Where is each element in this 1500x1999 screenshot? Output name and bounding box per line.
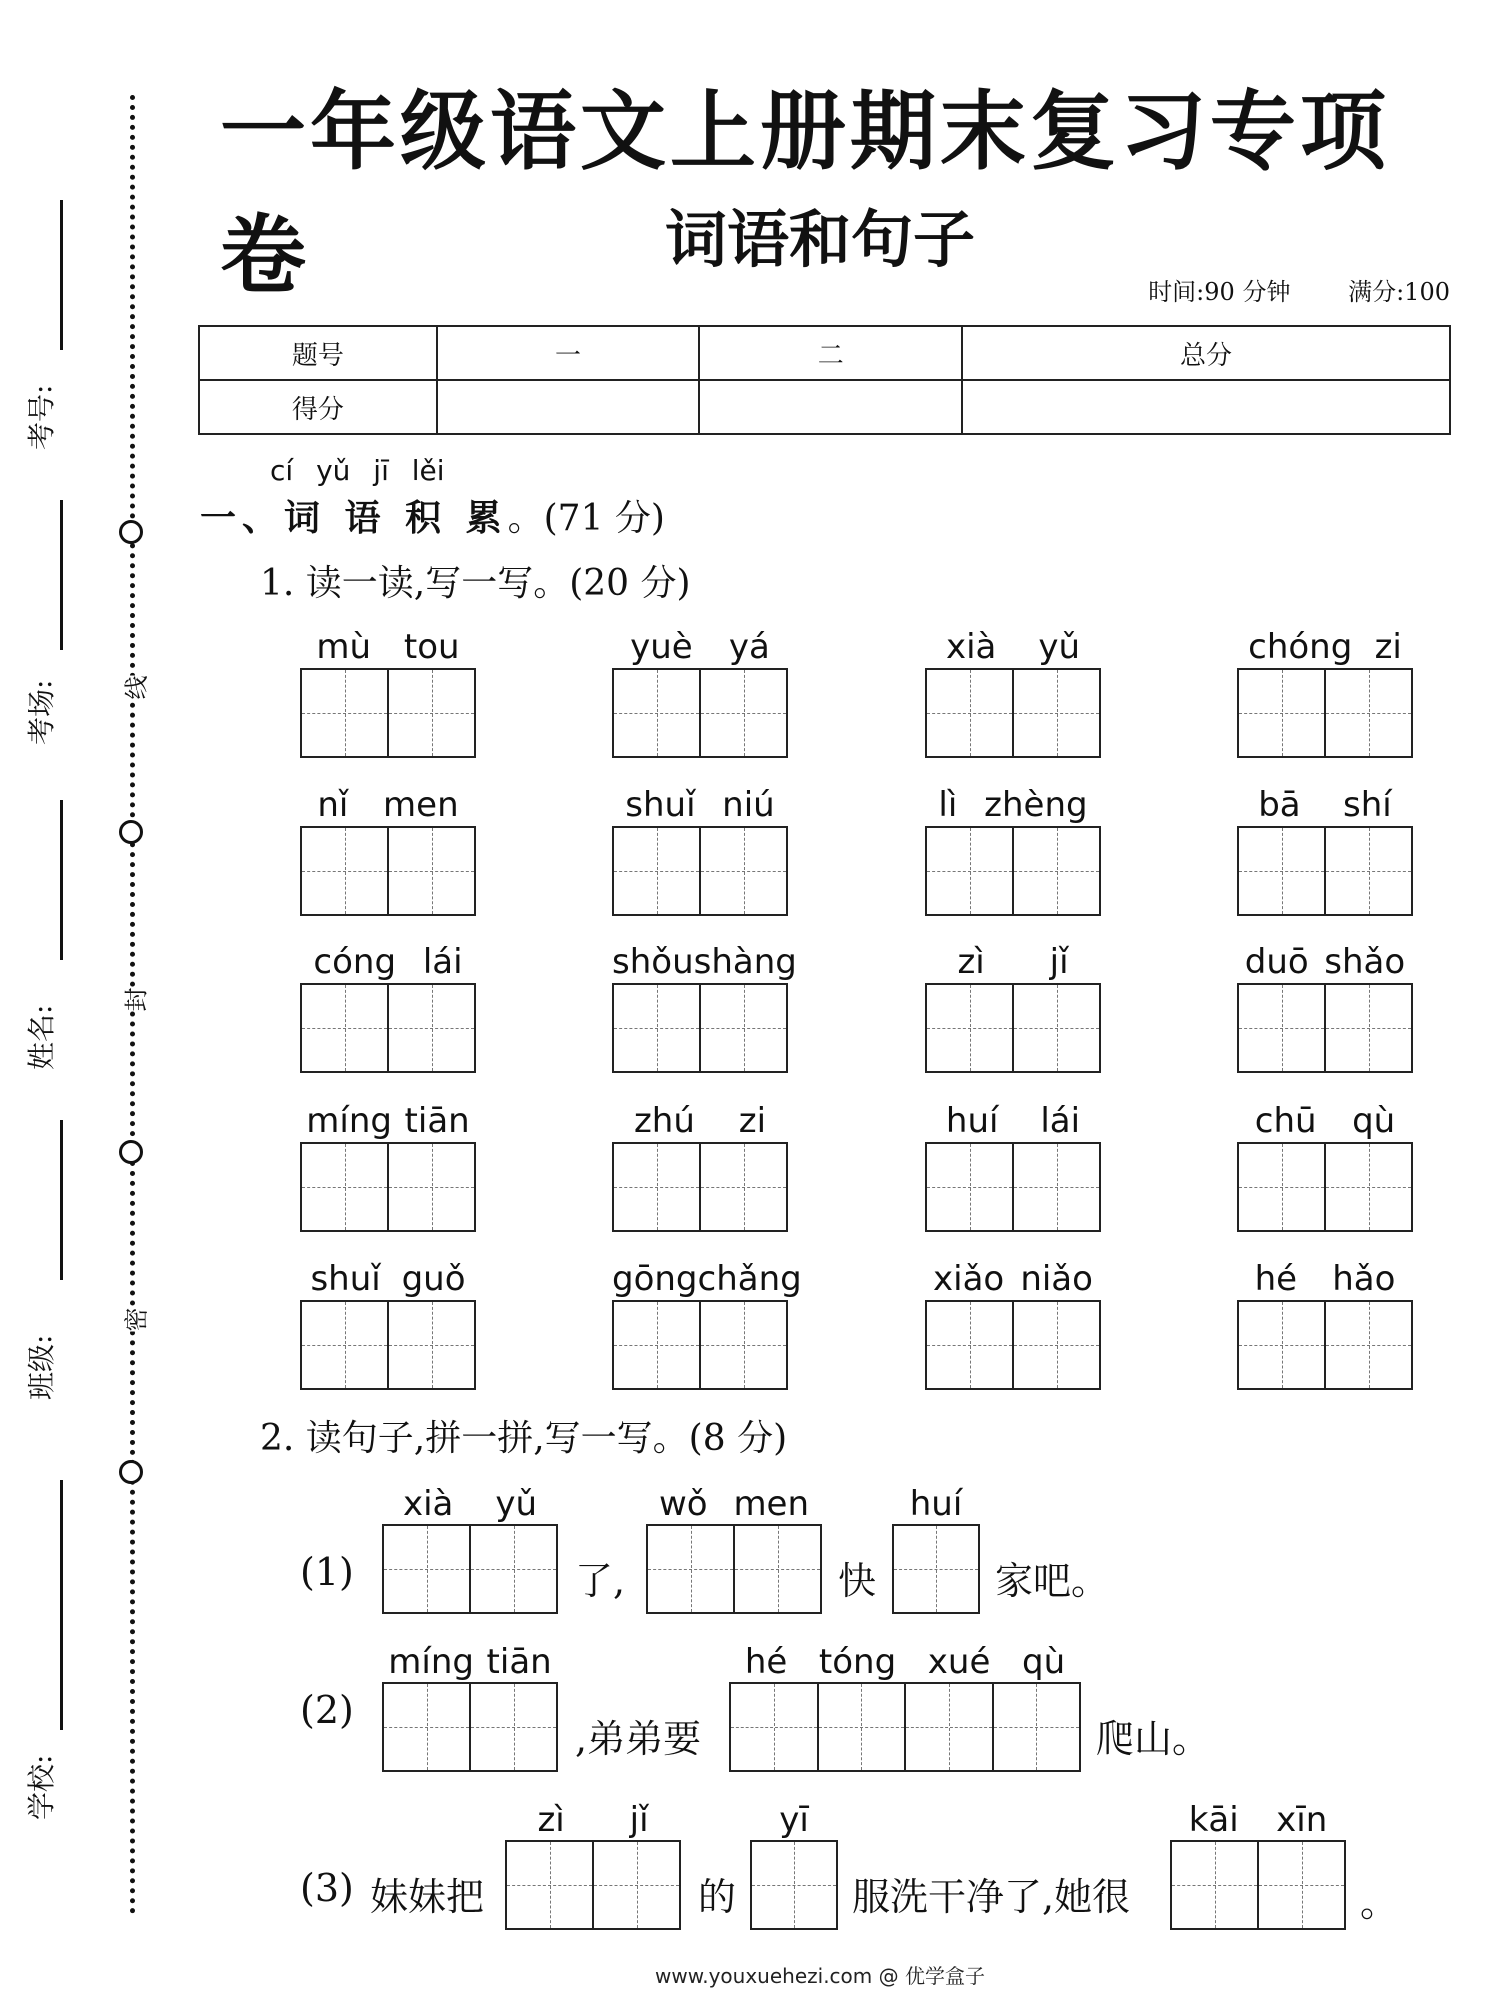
time-limit: 时间:90 分钟 bbox=[1148, 278, 1291, 306]
writing-grid[interactable] bbox=[1237, 1300, 1413, 1390]
score-input-cell[interactable] bbox=[437, 380, 700, 434]
writing-grid[interactable] bbox=[505, 1840, 681, 1930]
word-pinyin: chū qù bbox=[1254, 1101, 1396, 1141]
word-pinyin: shuǐ niú bbox=[625, 785, 775, 825]
score-header-cell: 一 bbox=[437, 326, 700, 380]
full-score: 满分:100 bbox=[1348, 278, 1450, 306]
writing-grid[interactable] bbox=[750, 1840, 838, 1930]
binding-ring bbox=[119, 820, 143, 844]
writing-grid[interactable] bbox=[925, 826, 1101, 916]
writing-grid[interactable] bbox=[925, 1300, 1101, 1390]
writing-grid[interactable] bbox=[300, 1142, 476, 1232]
word-pinyin: chóng zi bbox=[1248, 627, 1402, 667]
blank-s1-a: xià yǔ bbox=[382, 1484, 558, 1614]
word-pinyin: xiǎo niǎo bbox=[933, 1259, 1093, 1299]
word-pinyin: xià yǔ bbox=[945, 627, 1080, 667]
word-pinyin: gōng chǎng bbox=[612, 1259, 802, 1299]
writing-grid[interactable] bbox=[892, 1524, 980, 1614]
seal-word-close: 密 bbox=[115, 1308, 154, 1332]
word-pinyin: hé hǎo bbox=[1254, 1259, 1396, 1299]
section-score: 。(71 分) bbox=[507, 498, 665, 539]
word-item bbox=[1237, 784, 1413, 916]
binding-margin: 线 封 密 考号: 考场: 姓名: 班级: 学校: bbox=[0, 0, 160, 1999]
sentence-1-label: (1) bbox=[300, 1550, 354, 1594]
blank-s3-a: zì jǐ bbox=[505, 1800, 681, 1930]
word-pinyin: duō shǎo bbox=[1244, 942, 1406, 982]
writing-grid[interactable] bbox=[729, 1682, 1081, 1772]
word-pinyin: nǐ men bbox=[317, 785, 459, 825]
word-item bbox=[612, 1258, 802, 1390]
word-pinyin: mù tou bbox=[316, 627, 460, 667]
word-item bbox=[1237, 626, 1413, 758]
question-1: 1. 读一读,写一写。(20 分) bbox=[260, 563, 691, 604]
word-item bbox=[1237, 1258, 1413, 1390]
score-table bbox=[198, 325, 1451, 435]
word-item bbox=[300, 626, 476, 758]
word-pinyin: shǒu shàng bbox=[612, 942, 797, 982]
word-pinyin: shuǐ guǒ bbox=[310, 1259, 466, 1299]
writing-grid[interactable] bbox=[1237, 826, 1413, 916]
word-pinyin: míng tiān bbox=[306, 1101, 470, 1141]
word-pinyin: yuè yá bbox=[630, 627, 770, 667]
word-pinyin: cóng lái bbox=[313, 942, 463, 982]
page-title: 一年级语文上册期末复习专项卷 bbox=[220, 82, 1390, 306]
binding-ring bbox=[119, 520, 143, 544]
word-pinyin: lì zhèng bbox=[938, 785, 1088, 825]
writing-grid[interactable] bbox=[925, 668, 1101, 758]
word-pinyin: bā shí bbox=[1258, 785, 1392, 825]
blank-s2-b: hé tóng xué qù bbox=[729, 1642, 1081, 1772]
writing-grid[interactable] bbox=[300, 668, 476, 758]
section-heading bbox=[200, 490, 665, 541]
blank-s1-b: wǒ men bbox=[646, 1484, 822, 1614]
score-header-cell: 题号 bbox=[199, 326, 437, 380]
word-item bbox=[1237, 1100, 1413, 1232]
footer-watermark: www.youxuehezi.com @ 优学盒子 bbox=[655, 1964, 985, 1988]
writing-grid[interactable] bbox=[612, 983, 788, 1073]
word-pinyin: zhú zi bbox=[633, 1101, 767, 1141]
binding-ring bbox=[119, 1460, 143, 1484]
blank-s3-b: yī bbox=[750, 1800, 838, 1930]
blank-s3-c: kāi xīn bbox=[1170, 1800, 1346, 1930]
seal-word-seal: 封 bbox=[115, 988, 154, 1012]
word-item bbox=[612, 1100, 788, 1232]
writing-grid[interactable] bbox=[1237, 983, 1413, 1073]
writing-grid[interactable] bbox=[612, 826, 788, 916]
score-header-cell: 二 bbox=[699, 326, 962, 380]
word-item bbox=[925, 1258, 1101, 1390]
word-item bbox=[300, 941, 476, 1073]
question-2: 2. 读句子,拼一拼,写一写。(8 分) bbox=[260, 1418, 788, 1459]
writing-grid[interactable] bbox=[382, 1524, 558, 1614]
writing-grid[interactable] bbox=[300, 826, 476, 916]
seal-word-line: 线 bbox=[115, 676, 154, 700]
writing-grid[interactable] bbox=[612, 1300, 788, 1390]
sentence-3-label: (3) bbox=[300, 1866, 354, 1910]
sentence-2-label: (2) bbox=[300, 1688, 354, 1732]
binding-ring bbox=[119, 1140, 143, 1164]
blank-s2-a: míng tiān bbox=[382, 1642, 558, 1772]
word-pinyin: zì jǐ bbox=[957, 942, 1069, 982]
writing-grid[interactable] bbox=[300, 983, 476, 1073]
word-item bbox=[612, 626, 788, 758]
exam-meta bbox=[1098, 272, 1450, 307]
writing-grid[interactable] bbox=[1237, 668, 1413, 758]
page-subtitle: 词语和句子 bbox=[664, 203, 975, 276]
word-item bbox=[925, 626, 1101, 758]
writing-grid[interactable] bbox=[925, 1142, 1101, 1232]
word-item bbox=[925, 784, 1101, 916]
blank-s1-c: huí bbox=[892, 1484, 980, 1614]
score-header-cell: 总分 bbox=[962, 326, 1450, 380]
word-item bbox=[300, 1100, 476, 1232]
word-item bbox=[1237, 941, 1413, 1073]
word-item bbox=[925, 941, 1101, 1073]
word-item bbox=[612, 941, 797, 1073]
word-pinyin: huí lái bbox=[945, 1101, 1081, 1141]
section-number: 一、 bbox=[200, 498, 285, 539]
writing-grid[interactable] bbox=[612, 1142, 788, 1232]
score-input-cell[interactable] bbox=[699, 380, 962, 434]
word-item bbox=[300, 784, 476, 916]
word-item bbox=[612, 784, 788, 916]
writing-grid[interactable] bbox=[925, 983, 1101, 1073]
writing-grid[interactable] bbox=[646, 1524, 822, 1614]
section-title: 词 语 积 累 bbox=[284, 498, 508, 539]
word-item bbox=[925, 1100, 1101, 1232]
score-label-cell: 得分 bbox=[199, 380, 437, 434]
writing-grid[interactable] bbox=[382, 1682, 558, 1772]
score-input-cell[interactable] bbox=[962, 380, 1450, 434]
section-pinyin: cí yǔ jī lěi bbox=[270, 454, 445, 487]
writing-grid[interactable] bbox=[1237, 1142, 1413, 1232]
word-item bbox=[300, 1258, 476, 1390]
writing-grid[interactable] bbox=[300, 1300, 476, 1390]
writing-grid[interactable] bbox=[612, 668, 788, 758]
writing-grid[interactable] bbox=[1170, 1840, 1346, 1930]
